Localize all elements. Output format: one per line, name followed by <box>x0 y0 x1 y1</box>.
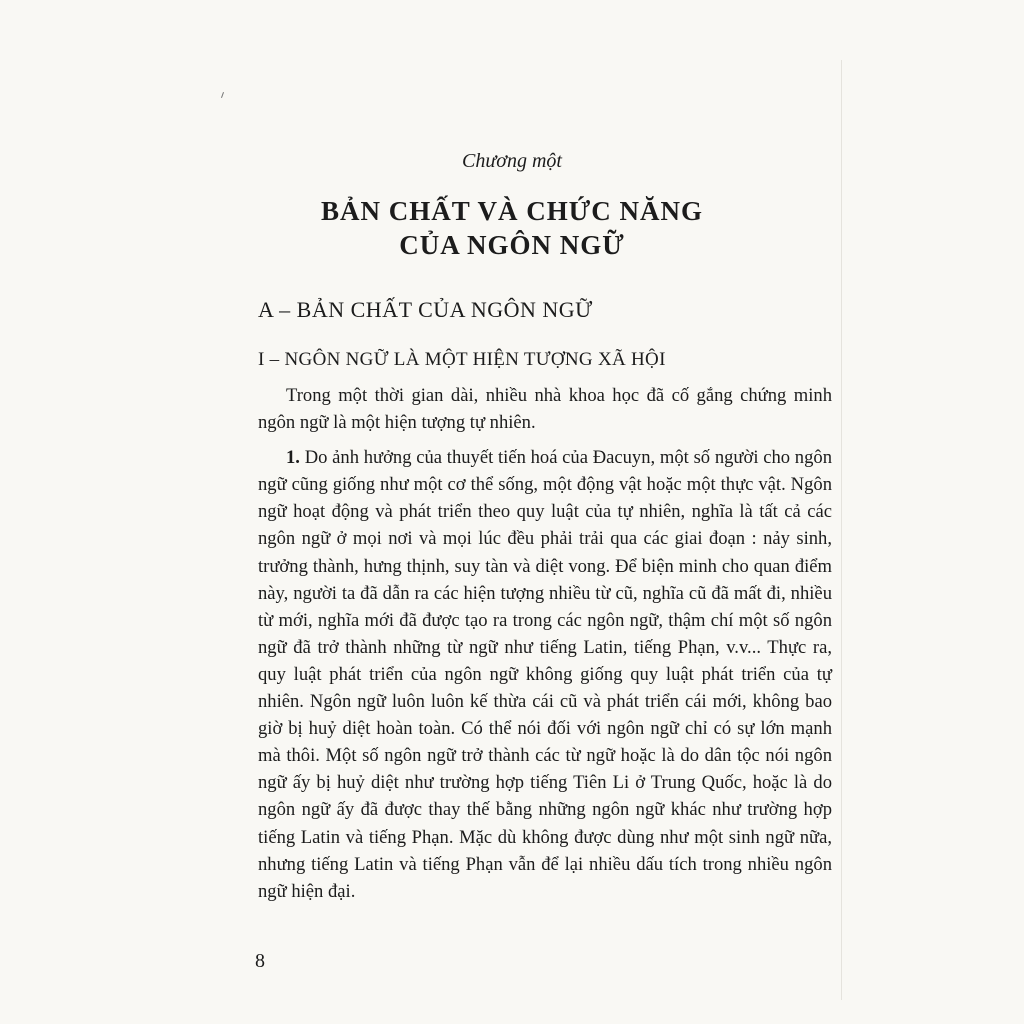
paragraph-2 <box>258 444 832 905</box>
chapter-label: Chương một <box>462 150 562 172</box>
paragraph-1-text: Trong một thời gian dài, nhiều nhà khoa học đã cố gắng chứng minh ngôn ngữ là một hiện tượng tự nhiên. <box>258 385 832 434</box>
paragraph-2-text: Do ảnh hưởng của thuyết tiến hoá của Đacuyn, một số người cho ngôn ngữ cũng giống như một cơ thể sống, một động vật hoặc một thực vật. Ngôn ngữ hoạt động và phát triển theo quy luật của tự nhiên, nghĩa là tất cả các ngôn ngữ ở mọi nơi và mọi lúc đều phải trải qua các giai đoạn : nảy sinh, trưởng thành, hưng thịnh, suy tàn và diệt vong. Để biện minh cho quan điểm này, người ta đã dẫn ra các hiện tượng nhiều từ cũ, nghĩa cũ đã mất đi, nhiều từ mới, nghĩa mới đã được tạo ra trong các ngôn ngữ, thậm chí một số ngôn ngữ đã trở thành những từ ngữ như tiếng Latin, tiếng Phạn, v.v... Thực ra, quy luật phát triển của ngôn ngữ không giống quy luật phát triển của tự nhiên. Ngôn ngữ luôn luôn kế thừa cái cũ và phát triển cái mới, không bao giờ bị huỷ diệt hoàn toàn. Có thể nói đối với ngôn ngữ chỉ có sự lớn mạnh mà thôi. Một số ngôn ngữ trở thành các từ ngữ hoặc là do dân tộc nói ngôn ngữ ấy bị huỷ diệt như trường hợp tiếng Tiên Li ở Trung Quốc, hoặc là do ngôn ngữ ấy đã được thay thế bằng những ngôn ngữ khác như trường hợp tiếng Latin và tiếng Phạn. Mặc dù không được dùng như một sinh ngữ nữa, nhưng tiếng Latin và tiếng Phạn vẫn để lại nhiều dấu tích trong nhiều ngôn ngữ hiện đại. <box>258 447 832 902</box>
chapter-title-line-1: BẢN CHẤT VÀ CHỨC NĂNG <box>320 196 704 226</box>
page-number: 8 <box>255 950 265 972</box>
paper-speck <box>221 92 224 98</box>
section-heading-a: A – BẢN CHẤT CỦA NGÔN NGỮ <box>258 297 593 322</box>
paragraph-1 <box>258 382 832 436</box>
chapter-title-line-2: CỦA NGÔN NGỮ <box>399 230 625 260</box>
body-text <box>258 382 832 913</box>
paragraph-2-number: 1. <box>286 447 300 469</box>
subsection-heading-i: I – NGÔN NGỮ LÀ MỘT HIỆN TƯỢNG XÃ HỘI <box>258 349 666 370</box>
